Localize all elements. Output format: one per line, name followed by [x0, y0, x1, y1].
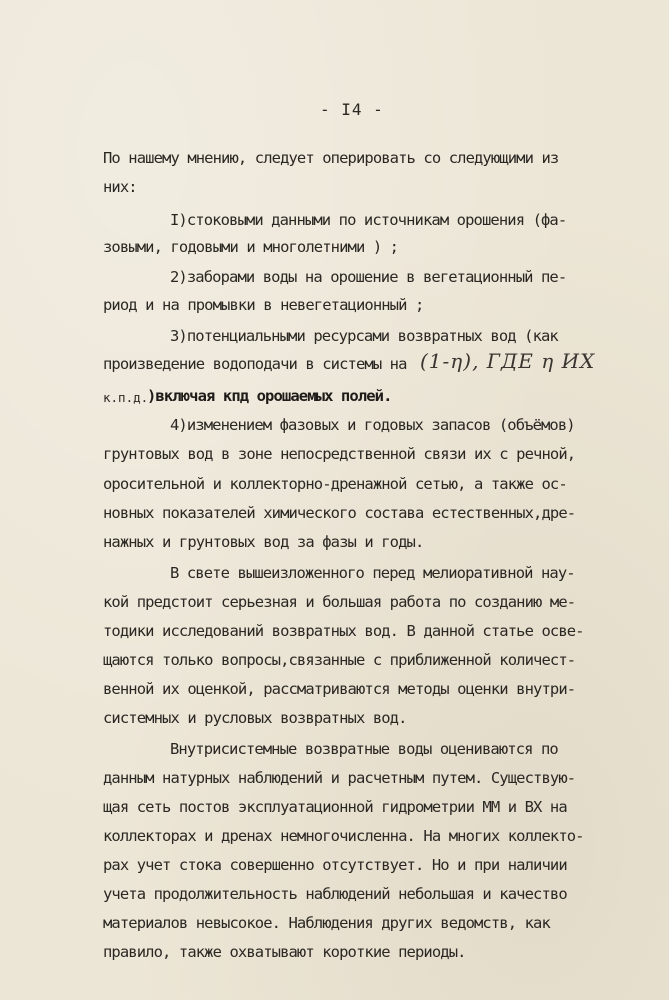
list-item-4-line-5: нажных и грунтовых вод за фазы и годы. — [103, 533, 424, 551]
overstruck-insertion: )включая кпд орошаемых полей. — [147, 387, 392, 405]
paragraph-2-line-6: системных и русловых возвратных вод. — [103, 709, 407, 727]
paragraph-3-line-7: материалов невысокое. Наблюдения других ведомств, как — [103, 914, 550, 932]
paragraph-2-line-4: щаются только вопросы,связанные с приближенной количест- — [103, 651, 576, 669]
list-item-1-line-1: I)стоковыми данными по источникам орошения (фа- — [170, 211, 567, 229]
paragraph-3-line-4: коллекторах и дренах немногочисленна. На многих коллекто- — [103, 827, 584, 845]
list-item-4-line-3: оросительной и коллекторно-дренажной сетью, а также ос- — [103, 475, 567, 493]
list-item-1-line-2: зовыми, годовыми и многолетними ) ; — [103, 238, 399, 256]
list-item-3-line-2: произведение водоподачи в системы на — [103, 355, 407, 373]
kpd-label: к.п.д. — [103, 390, 149, 405]
paragraph-2-line-2: кой предстоит серьезная и большая работа по созданию ме- — [103, 593, 576, 611]
text-line-1: По нашему мнению, следует оперировать со следующими из — [103, 149, 559, 167]
list-item-4-line-4: новных показателей химического состава естественных,дре- — [103, 504, 576, 522]
paragraph-3-line-8: правило, также охватывают короткие периоды. — [103, 943, 466, 961]
page-number: - I4 - — [320, 100, 384, 119]
paragraph-3-line-5: рах учет стока совершенно отсутствует. Но и при наличии — [103, 856, 567, 874]
paragraph-2-line-5: венной их оценкой, рассматриваются методы оценки внутри- — [103, 680, 576, 698]
paragraph-3-line-1: Внутрисистемные возвратные воды оцениваются по — [170, 740, 558, 758]
list-item-4-line-1: 4)изменением фазовых и годовых запасов (объёмов) — [170, 416, 575, 434]
list-item-2-line-2: риод и на промывки в невегетационный ; — [103, 296, 424, 314]
paragraph-2-line-1: В свете вышеизложенного перед мелиоративной нау- — [170, 564, 575, 582]
paragraph-2-line-3: тодики исследований возвратных вод. В данной статье осве- — [103, 622, 584, 640]
list-item-2-line-1: 2)заборами воды на орошение в вегетационный пе- — [170, 268, 567, 286]
paragraph-3-line-6: учета продолжительность наблюдений небольшая и качество — [103, 885, 567, 903]
list-item-3-line-1: 3)потенциальными ресурсами возвратных вод (как — [170, 327, 558, 345]
paragraph-3-line-3: щая сеть постов эксплуатационной гидрометрии ММ и ВХ на — [103, 798, 567, 816]
handwritten-formula: (1-η), ГДЕ η ИХ — [420, 349, 596, 373]
list-item-4-line-2: грунтовых вод в зоне непосредственной связи их с речной, — [103, 445, 576, 463]
paragraph-3-line-2: данным натурных наблюдений и расчетным путем. Существую- — [103, 769, 576, 787]
text-line-2: них: — [103, 178, 137, 196]
